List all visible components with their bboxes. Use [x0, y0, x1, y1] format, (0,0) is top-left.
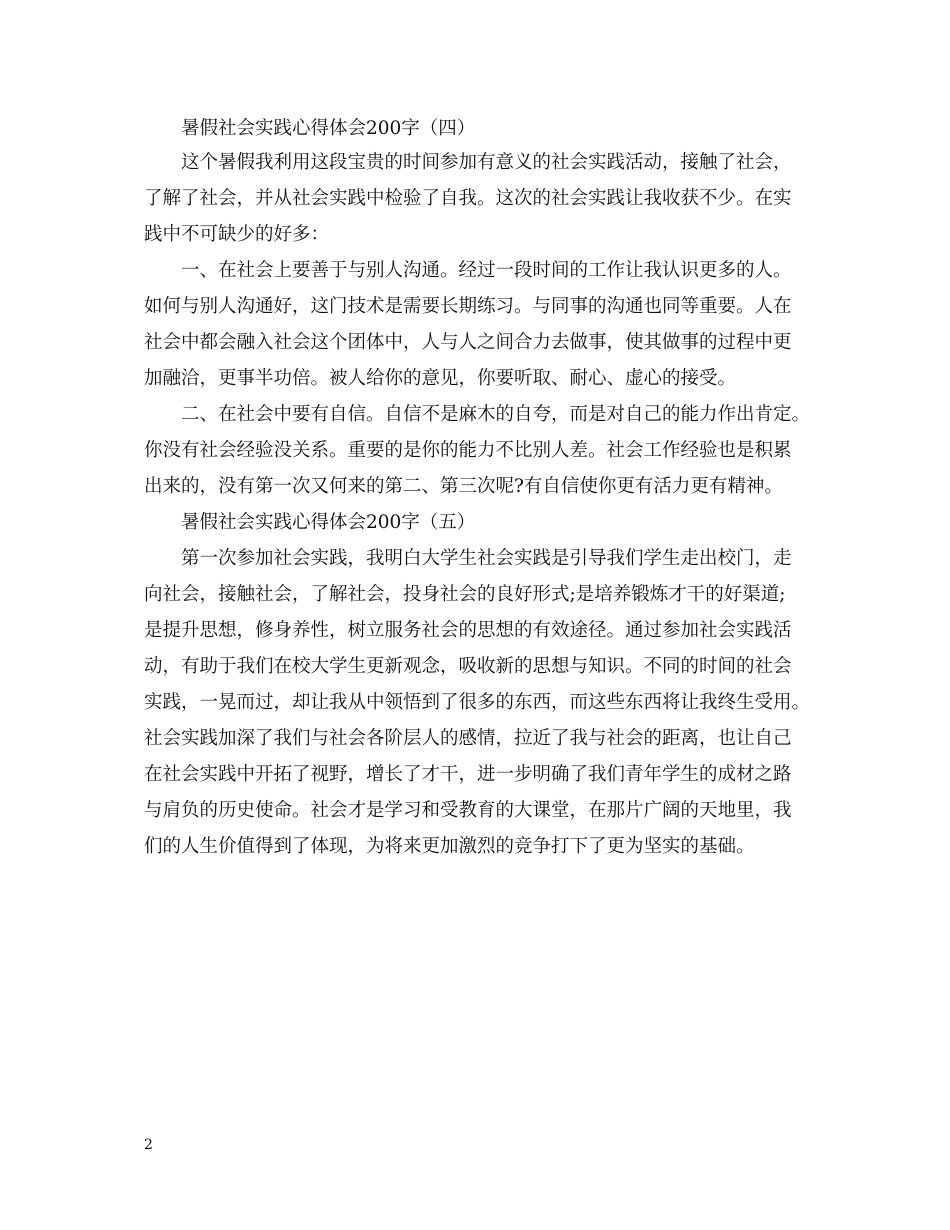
- paragraph-line: 了解了社会，并从社会实践中检验了自我。这次的社会实践让我收获不少。在实: [144, 188, 792, 209]
- paragraph-line: 如何与别人沟通好，这门技术是需要长期练习。与同事的沟通也同等重要。人在: [144, 296, 792, 317]
- paragraph-line: 这个暑假我利用这段宝贵的时间参加有意义的社会实践活动，接触了社会，: [181, 152, 792, 173]
- paragraph-line: 加融洽，更事半功倍。被人给你的意见，你要听取、耐心、虚心的接受。: [144, 368, 737, 389]
- paragraph-line: 你没有社会经验没关系。重要的是你的能力不比别人差。社会工作经验也是积累: [144, 440, 792, 461]
- paragraph-line: 二、在社会中要有自信。自信不是麻木的自夸，而是对自己的能力作出肯定。: [181, 404, 811, 425]
- paragraph-line: 动，有助于我们在校大学生更新观念，吸收新的思想与知识。不同的时间的社会: [144, 656, 792, 677]
- section-heading-5: 暑假社会实践心得体会200字（五）: [181, 512, 476, 533]
- paragraph-line: 第一次参加社会实践，我明白大学生社会实践是引导我们学生走出校门，走: [181, 548, 792, 569]
- paragraph-line: 是提升思想，修身养性，树立服务社会的思想的有效途径。通过参加社会实践活: [144, 620, 792, 641]
- section-heading-4: 暑假社会实践心得体会200字（四）: [181, 118, 476, 139]
- paragraph-line: 社会实践加深了我们与社会各阶层人的感情，拉近了我与社会的距离，也让自己: [144, 728, 792, 749]
- paragraph-line: 与肩负的历史使命。社会才是学习和受教育的大课堂，在那片广阔的天地里，我: [144, 800, 792, 821]
- paragraph-line: 在社会实践中开拓了视野，增长了才干，进一步明确了我们青年学生的成材之路: [144, 764, 792, 785]
- paragraph-line: 向社会，接触社会，了解社会，投身社会的良好形式;是培养锻炼才干的好渠道;: [144, 584, 786, 605]
- paragraph-line: 践中不可缺少的好多：: [144, 224, 330, 245]
- paragraph-line: 实践，一晃而过，却让我从中领悟到了很多的东西，而这些东西将让我终生受用。: [144, 692, 811, 713]
- paragraph-line: 出来的，没有第一次又何来的第二、第三次呢?有自信使你更有活力更有精神。: [144, 476, 783, 497]
- paragraph-line: 们的人生价值得到了体现，为将来更加激烈的竞争打下了更为坚实的基础。: [144, 836, 755, 857]
- paragraph-line: 一、在社会上要善于与别人沟通。经过一段时间的工作让我认识更多的人。: [181, 260, 792, 281]
- page-number: 2: [144, 1137, 153, 1153]
- paragraph-line: 社会中都会融入社会这个团体中，人与人之间合力去做事，使其做事的过程中更: [144, 332, 792, 353]
